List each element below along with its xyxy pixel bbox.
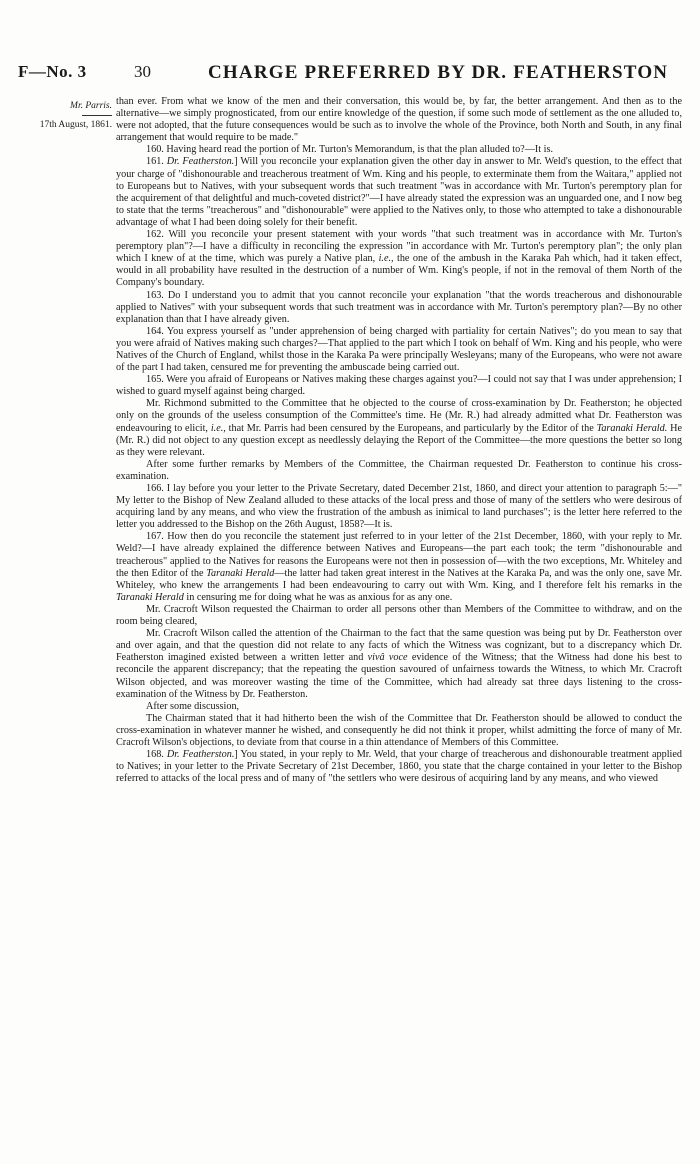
page-number: 30 — [134, 62, 151, 81]
text-run: 164. You express yourself as "under apprehension of being charged with partiality for certain Natives"; do you mean to say that you were afraid of Natives making such charges?—That applied to the part which I took on behalf of Wm. King and his people, who were Natives of the Church of England, whilst those in the Karaka Pa were principally Wesleyans; many of the Europeans, who were not aware of the part I had taken, censured me for preventing the ambuscade being carried out. — [116, 325, 682, 374]
italic-text: Dr. Featherston. — [166, 749, 235, 761]
text-run: The Chairman stated that it had hitherto been the wish of the Committee that Dr. Featherston should be allowed to conduct the cross-examination in whatever manner he wished, and consequently he did not think it proper, whilst admitting the force of many of Mr. Cracroft Wilson's objections, to deviate from that course in a thin attendance of Members of this Committee. — [116, 712, 682, 748]
italic-text: i.e., — [378, 253, 394, 265]
text-run: than ever. From what we know of the men and their conversation, this would be, by far, the better arrangement. And then as to the alternative—we simply prognosticated, from our entire knowledge of the question, if some such mode of settlement as the one alluded to, were not adopted, that the future consequences would be such as to involve the whole of the Province, both North and South, in any final arrangement that would require to be made." — [116, 96, 682, 144]
paragraph — [116, 701, 682, 713]
paragraph — [116, 326, 682, 374]
margin-date: 17th August, 1861. — [39, 120, 112, 130]
text-run: 167. How then do you reconcile the statement just referred to in your letter of the 21st December, 1860, with your reply to Mr. Weld?—I have already explained the difference between Natives and Europeans—the part each took; the term "dishonourable and treacherous" applied to the Natives for reasons the Europeans were not then in possession of—with the two exceptions, Mr. Whiteley and the then Editor of the — [116, 531, 682, 579]
margin-note — [22, 100, 112, 131]
paragraph — [116, 713, 682, 749]
text-run: Mr. Cracroft Wilson called the attention of the Chairman to the fact that the same question was being put by Dr. Featherston over and over again, and that the question did not relate to any facts of which the Witness was cognizant, but to a discrepancy which Dr. Featherston imagined existed between a written letter and — [116, 628, 682, 664]
text-run: 168. — [146, 749, 167, 761]
paragraph — [116, 749, 682, 785]
paragraph — [116, 459, 682, 483]
text-run: 160. Having heard read the portion of Mr. Turton's Memorandum, is that the plan alluded to?—It is. — [146, 144, 554, 156]
italic-text: Dr. Featherston. — [166, 156, 235, 168]
paragraph — [116, 398, 682, 458]
italic-text: Taranaki Herald. — [596, 422, 668, 434]
paragraph — [116, 374, 682, 398]
text-run: —the latter had taken great interest in the Natives at the Karaka Pa, and was the only one, save Mr. Whiteley, who knew the arrangements I had been endeavouring to carry out with Wm. King, and I therefore felt his remarks in the — [116, 567, 682, 591]
page-header — [18, 62, 676, 86]
italic-text: i.e., — [210, 422, 226, 434]
paragraph — [116, 96, 682, 144]
text-run: 162. Will you reconcile your present statement with your words "that such treatment was in accordance with Mr. Turton's peremptory plan"?—I have a difficulty in reconciling the expression "in accordance with Mr. Turton's peremptory plan"; the only plan which I knew of at the time, which was purely a Native plan, — [116, 229, 682, 265]
paragraph — [116, 144, 682, 156]
text-run: 166. I lay before you your letter to the Private Secretary, dated December 21st, 1860, and direct your attention to paragraph 5:—" My letter to the Bishop of New Zealand alluded to these attacks of the local press and those of many of the settlers who were desirous of acquiring land by any means, and who view the frustration of the ambush as inimical to land purchases"; is the letter here referred to the letter you addressed to the Bishop on the 26th August, 1858?—It is. — [116, 483, 682, 531]
text-run: that Mr. Parris had been censured by the Europeans, and particularly by the Editor of the — [225, 422, 597, 434]
text-run: After some further remarks by Members of the Committee, the Chairman requested Dr. Featherston to continue his cross-examination. — [116, 458, 682, 482]
paper-code: F—No. 3 — [18, 62, 87, 81]
text-run: 161. — [146, 156, 167, 168]
body-text — [116, 96, 682, 785]
italic-text: Taranaki Herald — [206, 567, 275, 579]
text-run: in censuring me for doing what he was as anxious for as any one. — [183, 591, 453, 603]
paragraph — [116, 156, 682, 229]
paragraph — [116, 290, 682, 326]
italic-text: vivâ voce — [367, 652, 408, 664]
margin-rule — [82, 115, 112, 116]
text-run: After some discussion, — [146, 700, 240, 712]
margin-speaker: Mr. Parris. — [70, 101, 112, 111]
text-run: ] You stated, in your reply to Mr. Weld, that your charge of treacherous and dishonourable treatment applied to Natives; in your letter to the Private Secretary of 21st December, 1860, you state that the charge contained in your letter to the Bishop referred to attacks of the local press and of many of "the settlers who were desirous of acquiring land by any means, and who viewed — [116, 749, 682, 785]
page-title: CHARGE PREFERRED BY DR. FEATHERSTON — [208, 62, 669, 83]
text-run: Mr. Cracroft Wilson requested the Chairman to order all persons other than Members of the Committee to withdraw, and on the room being cleared, — [116, 603, 682, 628]
paragraph — [116, 229, 682, 289]
text-run: 165. Were you afraid of Europeans or Natives making these charges against you?—I could not say that I was under apprehension; I wished to guard myself against being charged. — [116, 374, 682, 398]
paragraph — [116, 531, 682, 604]
text-run: the one of the ambush in the Karaka Pah which, had it taken effect, would in all probability have resulted in the destruction of a number of Wm. King's people, if not in the removal of them North of the Company's boundary. — [116, 253, 682, 289]
text-run: evidence of the Witness; that the Witness had done his best to reconcile the apparent discrepancy; that the repeating the question savoured of unfairness towards the Witness, to which Mr. Cracroft Wilson objected, and was moreover wasting the time of the Committee, which had already sat three days listening to the cross-examination of the Witness by Dr. Featherston. — [116, 652, 682, 700]
paragraph — [116, 604, 682, 628]
paragraph — [116, 628, 682, 701]
paragraph — [116, 483, 682, 531]
italic-text: Taranaki Herald — [116, 591, 184, 603]
text-run: ] Will you reconcile your explanation given the other day in answer to Mr. Weld's question, to the effect that your charge of "dishonourable and treacherous treatment of Wm. King and his people, to exterminate them from the Waitara," applied not to Europeans but to Natives, with your subsequent words that such treatment "was in accordance with Mr. Turton's peremptory plan for the acquirement of that delightful and much-coveted district?"—I have already stated the expression was an unguarded one, and I now beg to state that the terms "treacherous" and "dishonourable" were applied to the Natives only, to those who attempted to take a dishonourable advantage of what I had been doing solely for their benefit. — [116, 156, 682, 228]
text-run: He (Mr. R.) did not object to any question except as needlessly delaying the Report of the Committee—the more questions the better so long as they were relevant. — [116, 422, 682, 458]
text-run: 163. Do I understand you to admit that you cannot reconcile your explanation "that the words treacherous and dishonourable applied to Natives" with your subsequent words that such treatment was in accordance with Mr. Turton's peremptory plan?—By no other explanation than that I have already given. — [116, 289, 682, 325]
text-run: Mr. Richmond submitted to the Committee that he objected to the course of cross-examination by Dr. Featherston; he objected only on the grounds of the useless consumption of the Committee's time. He (Mr. R.) had already admitted what Dr. Featherston was endeavouring to elicit, — [116, 398, 682, 434]
